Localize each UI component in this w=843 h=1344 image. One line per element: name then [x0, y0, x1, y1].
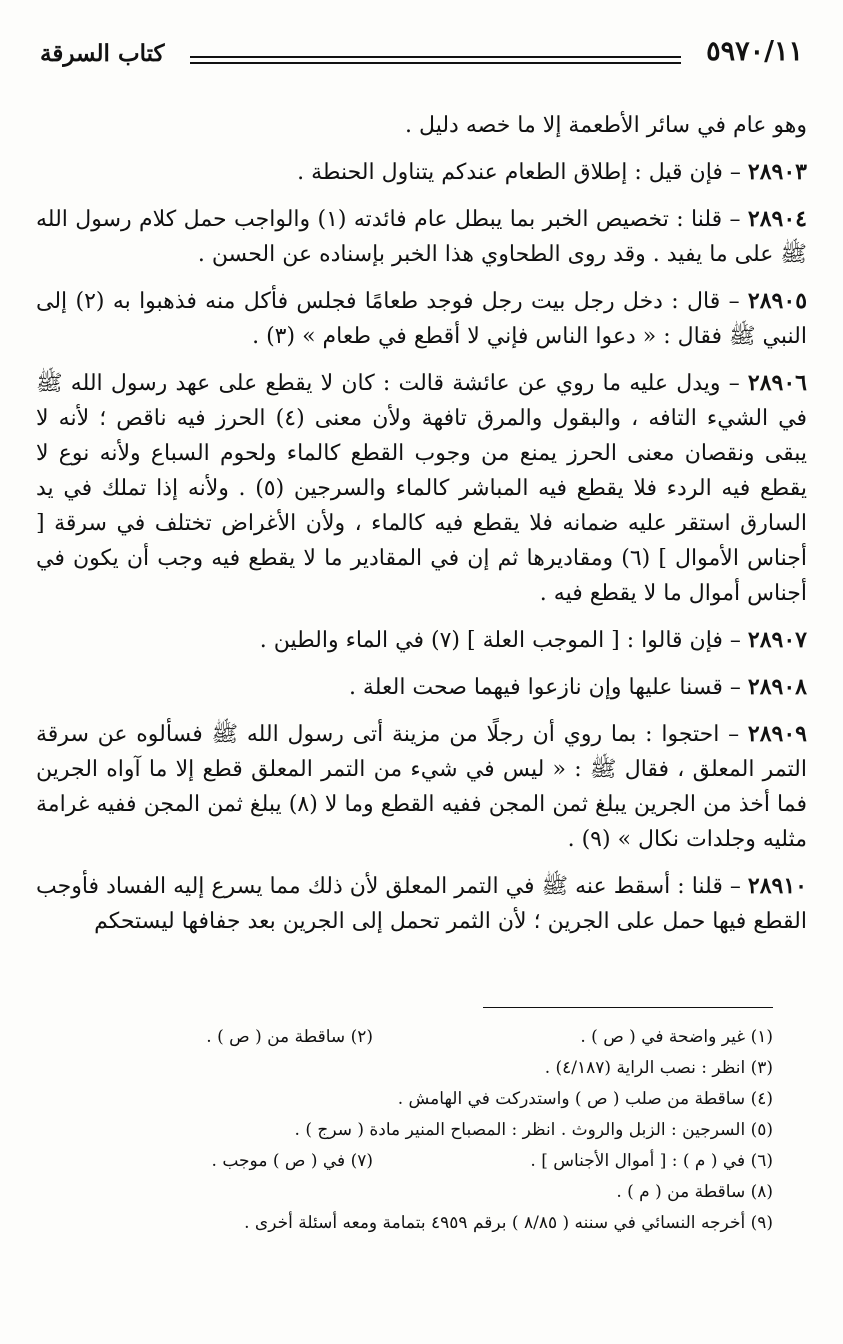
paragraph-text: – فإن قالوا : [ الموجب العلة ] (٧) في الماء والطين .	[259, 628, 748, 653]
footnote-4: (٤) ساقطة من صلب ( ص ) واستدركت في الهامش .	[397, 1089, 773, 1109]
paragraph	[36, 623, 807, 658]
paragraph-text: – قلنا : أسقط عنه ﷺ في التمر المعلق لأن ذلك مما يسرع إليه الفساد فأوجب القطع فيها حمل على الجرين ؛ لأن الثمر تحمل إلى الجرين بعد جفافها ليستحكم	[36, 874, 807, 934]
footnote-3: (٣) انظر : نصب الراية (٤/١٨٧) .	[544, 1058, 773, 1078]
paragraph-number: ٢٨٩٠٨	[747, 674, 807, 700]
paragraph	[36, 366, 807, 611]
footnotes	[60, 1022, 773, 1239]
paragraph-text: – ويدل عليه ما روي عن عائشة قالت : كان لا يقطع على عهد رسول الله ﷺ في الشيء التافه ، والبقول والمرق تافهة ولأن معنى (٤) الحرز فيه ناقص ؛ لأنه لا يبقى ونقصان معنى الحرز يمنع من وجوب القطع كالماء ولحوم السباع ولأنه نوع لا يقطع فيه الردء فلا يقطع فيه المباشر كالماء والسرجين (٥) . ولأنه إذا تملك في يد السارق استقر عليه ضمانه فلا يقطع فيه كالماء ، ولأن الأغراض تختلف في سرقة [ أجناس الأموال ] (٦) ومقاديرها ثم إن في المقادير ما لا يقطع فيه وجب أن يكون في أجناس أموال ما لا يقطع فيه .	[36, 371, 808, 606]
paragraph-number: ٢٨٩٠٣	[747, 159, 807, 185]
page-number: ٥٩٧٠/١١	[706, 36, 803, 67]
main-text	[36, 108, 807, 951]
paragraph-text: – قلنا : تخصيص الخبر بما يبطل عام فائدته (١) والواجب حمل كلام رسول الله ﷺ على ما يفيد . وقد روى الطحاوي هذا الخبر بإسناده عن الحسن .	[36, 207, 807, 267]
paragraph-text: وهو عام في سائر الأطعمة إلا ما خصه دليل .	[405, 113, 807, 138]
footnote-1: (١) غير واضحة في ( ص ) .	[580, 1027, 773, 1047]
paragraph-number: ٢٨٩٠٥	[747, 288, 808, 314]
paragraph	[36, 670, 807, 705]
paragraph	[36, 108, 807, 143]
footnote-7: (٧) في ( ص ) موجب .	[211, 1151, 373, 1171]
header-rule	[190, 56, 681, 64]
footnote-5: (٥) السرجين : الزبل والروث . انظر : المصباح المنير مادة ( سرج ) .	[294, 1120, 773, 1140]
page-header	[40, 36, 803, 80]
paragraph	[36, 284, 807, 354]
footnote-8: (٨) ساقطة من ( م ) .	[616, 1182, 773, 1202]
paragraph-number: ٢٨٩٠٦	[747, 370, 807, 396]
footnote-separator	[483, 1007, 773, 1008]
paragraph-number: ٢٨٩١٠	[747, 873, 807, 899]
paragraph	[36, 717, 807, 857]
paragraph-text: – قال : دخل رجل بيت رجل فوجد طعامًا فجلس فأكل منه فذهبوا به (٢) إلى النبي ﷺ فقال : « دعوا الناس فإني لا أقطع في طعام » (٣) .	[36, 289, 807, 349]
footnote-2: (٢) ساقطة من ( ص ) .	[206, 1027, 373, 1047]
book-title: كتاب السرقة	[40, 40, 165, 67]
footnote-row	[60, 1146, 773, 1177]
paragraph	[36, 869, 807, 939]
footnote-9: (٩) أخرجه النسائي في سننه ( ٨/٨٥ ) برقم ٤٩٥٩ بتمامة ومعه أسئلة أخرى .	[244, 1213, 773, 1233]
paragraph-text: – احتجوا : بما روي أن رجلًا من مزينة أتى رسول الله ﷺ فسألوه عن سرقة التمر المعلق ، فقال ﷺ : « ليس في شيء من التمر المعلق قطع إلا ما آواه الجرين فما أخذ من الجرين يبلغ ثمن المجن ففيه القطع وما لا (٨) يبلغ ثمن المجن ففيه غرامة مثليه وجلدات نكال » (٩) .	[36, 722, 807, 852]
paragraph-number: ٢٨٩٠٤	[747, 206, 807, 232]
paragraph-number: ٢٨٩٠٧	[747, 627, 807, 653]
footnote-6: (٦) في ( م ) : [ أموال الأجناس ] .	[530, 1151, 773, 1171]
paragraph-text: – قسنا عليها وإن نازعوا فيهما صحت العلة .	[348, 675, 748, 700]
paragraph-number: ٢٨٩٠٩	[747, 721, 807, 747]
footnote-row	[60, 1022, 773, 1053]
paragraph	[36, 155, 807, 190]
paragraph	[36, 202, 807, 272]
paragraph-text: – فإن قيل : إطلاق الطعام عندكم يتناول الحنطة .	[297, 160, 748, 185]
